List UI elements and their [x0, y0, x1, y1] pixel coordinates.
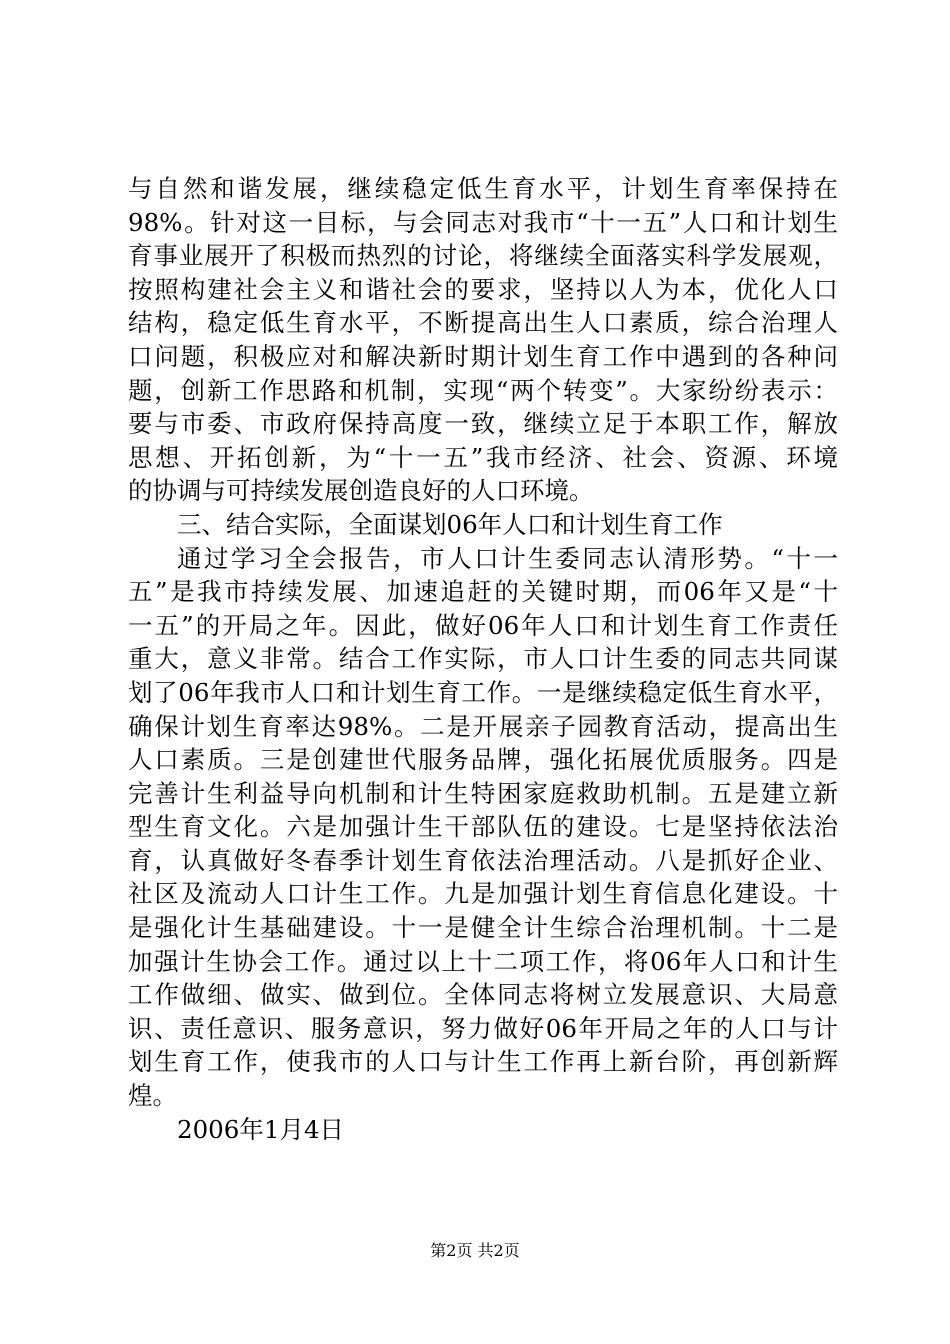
body-line: 是强化计生基础建设。十一是健全计生综合治理机制。十二是	[128, 913, 838, 943]
section-heading: 三、结合实际，全面谋划06年人口和计划生育工作	[177, 509, 723, 539]
document-body	[128, 172, 838, 1146]
body-line: 五”是我市持续发展、加速追赶的关键时期，而06年又是“十	[128, 577, 838, 607]
body-line: 人口素质。三是创建世代服务品牌，强化拓展优质服务。四是	[128, 745, 838, 775]
body-line: 一五”的开局之年。因此，做好06年人口和计划生育工作责任	[128, 610, 838, 640]
body-line: 育，认真做好冬春季计划生育依法治理活动。八是抓好企业、	[128, 845, 838, 875]
body-line: 划生育工作，使我市的人口与计生工作再上新台阶，再创新辉	[128, 1047, 838, 1077]
body-line: 加强计生协会工作。通过以上十二项工作，将06年人口和计生	[128, 946, 838, 976]
body-line: 98%。针对这一目标，与会同志对我市“十一五”人口和计划生	[128, 207, 838, 237]
body-line: 要与市委、市政府保持高度一致，继续立足于本职工作，解放	[128, 409, 838, 439]
document-date: 2006年1月4日	[177, 1114, 345, 1144]
body-line: 题，创新工作思路和机制，实现“两个转变”。大家纷纷表示：	[128, 375, 838, 405]
body-line: 完善计生利益导向机制和计生特困家庭救助机制。五是建立新	[128, 778, 838, 808]
body-line: 结构，稳定低生育水平，不断提高出生人口素质，综合治理人	[128, 308, 838, 338]
body-line: 按照构建社会主义和谐社会的要求，坚持以人为本，优化人口	[128, 274, 838, 304]
body-line: 的协调与可持续发展创造良好的人口环境。	[128, 476, 594, 506]
body-line: 工作做细、做实、做到位。全体同志将树立发展意识、大局意	[128, 980, 838, 1010]
body-line: 与自然和谐发展，继续稳定低生育水平，计划生育率保持在	[128, 174, 838, 203]
body-line: 育事业展开了积极而热烈的讨论，将继续全面落实科学发展观，	[128, 241, 838, 271]
body-line: 识、责任意识、服务意识，努力做好06年开局之年的人口与计	[128, 1013, 838, 1043]
body-line: 思想、开拓创新，为“十一五”我市经济、社会、资源、环境	[128, 442, 838, 472]
page-number-footer: 第2页 共2页	[430, 1241, 520, 1260]
body-line: 重大，意义非常。结合工作实际，市人口计生委的同志共同谋	[128, 644, 838, 674]
body-line: 划了06年我市人口和计划生育工作。一是继续稳定低生育水平，	[128, 677, 838, 707]
body-line: 通过学习全会报告，市人口计生委同志认清形势。“十一	[177, 543, 838, 573]
body-line: 确保计划生育率达98%。二是开展亲子园教育活动，提高出生	[128, 711, 838, 741]
body-line: 型生育文化。六是加强计生干部队伍的建设。七是坚持依法治	[128, 812, 838, 842]
body-line: 社区及流动人口计生工作。九是加强计划生育信息化建设。十	[128, 879, 838, 909]
body-line: 口问题，积极应对和解决新时期计划生育工作中遇到的各种问	[128, 341, 838, 371]
body-line: 煌。	[128, 1081, 177, 1111]
